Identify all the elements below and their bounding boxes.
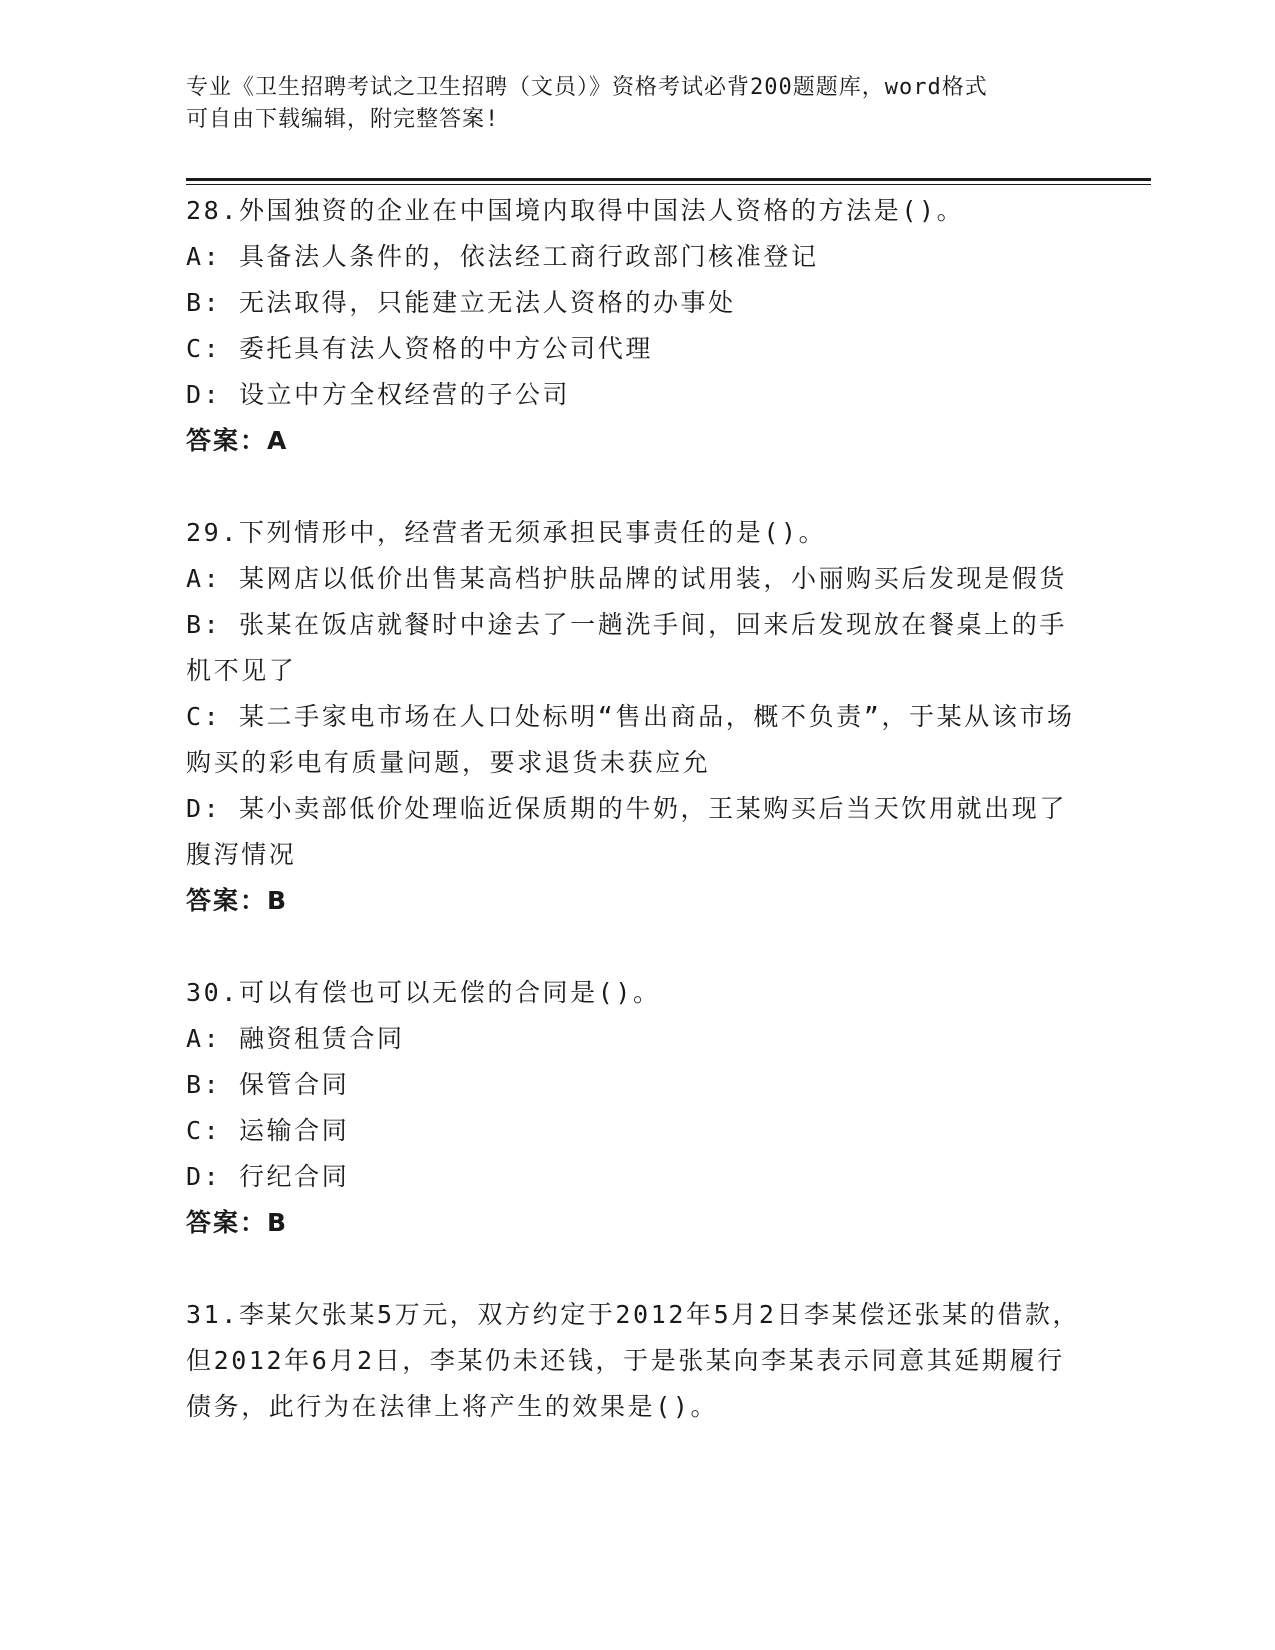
answer: 答案：B (186, 1208, 289, 1237)
question-list (186, 188, 1086, 1430)
question-text: 28.外国独资的企业在中国境内取得中国法人资格的方法是()。 (186, 196, 965, 225)
question-30 (186, 970, 1086, 1246)
header-divider-thick (186, 178, 1151, 181)
question-31 (186, 1292, 1086, 1430)
option-a: A: 某网店以低价出售某高档护肤品牌的试用装，小丽购买后发现是假货 (186, 564, 1067, 593)
question-spacer (186, 464, 1086, 510)
question-text: 31.李某欠张某5万元，双方约定于2012年5月2日李某偿还张某的借款，但2012年6月2日，李某仍未还钱，于是张某向李某表示同意其延期履行债务，此行为在法律上将产生的效果是()。 (186, 1300, 1081, 1421)
option-b: B: 张某在饭店就餐时中途去了一趟洗手间，回来后发现放在餐桌上的手机不见了 (186, 610, 1067, 685)
question-text: 29.下列情形中，经营者无须承担民事责任的是()。 (186, 518, 827, 547)
option-d: D: 设立中方全权经营的子公司 (186, 380, 571, 409)
answer: 答案：A (186, 426, 289, 455)
option-d: D: 行纪合同 (186, 1162, 350, 1191)
question-29 (186, 510, 1086, 924)
header-divider-thin (186, 184, 1151, 185)
option-c: C: 委托具有法人资格的中方公司代理 (186, 334, 653, 363)
document-header (186, 72, 1066, 136)
answer: 答案：B (186, 886, 289, 915)
option-c: C: 某二手家电市场在人口处标明“售出商品，概不负责”，于某从该市场购买的彩电有质量问题，要求退货未获应允 (186, 702, 1075, 777)
question-spacer (186, 924, 1086, 970)
option-a: A: 具备法人条件的，依法经工商行政部门核准登记 (186, 242, 819, 271)
question-spacer (186, 1246, 1086, 1292)
option-d: D: 某小卖部低价处理临近保质期的牛奶，王某购买后当天饮用就出现了腹泻情况 (186, 794, 1067, 869)
question-text: 30.可以有偿也可以无偿的合同是()。 (186, 978, 661, 1007)
header-line-2: 可自由下载编辑，附完整答案! (186, 107, 500, 132)
option-b: B: 保管合同 (186, 1070, 350, 1099)
header-line-1: 专业《卫生招聘考试之卫生招聘（文员）》资格考试必背200题题库，word格式 (186, 75, 988, 100)
option-c: C: 运输合同 (186, 1116, 350, 1145)
question-28 (186, 188, 1086, 464)
option-a: A: 融资租赁合同 (186, 1024, 405, 1053)
option-b: B: 无法取得，只能建立无法人资格的办事处 (186, 288, 736, 317)
